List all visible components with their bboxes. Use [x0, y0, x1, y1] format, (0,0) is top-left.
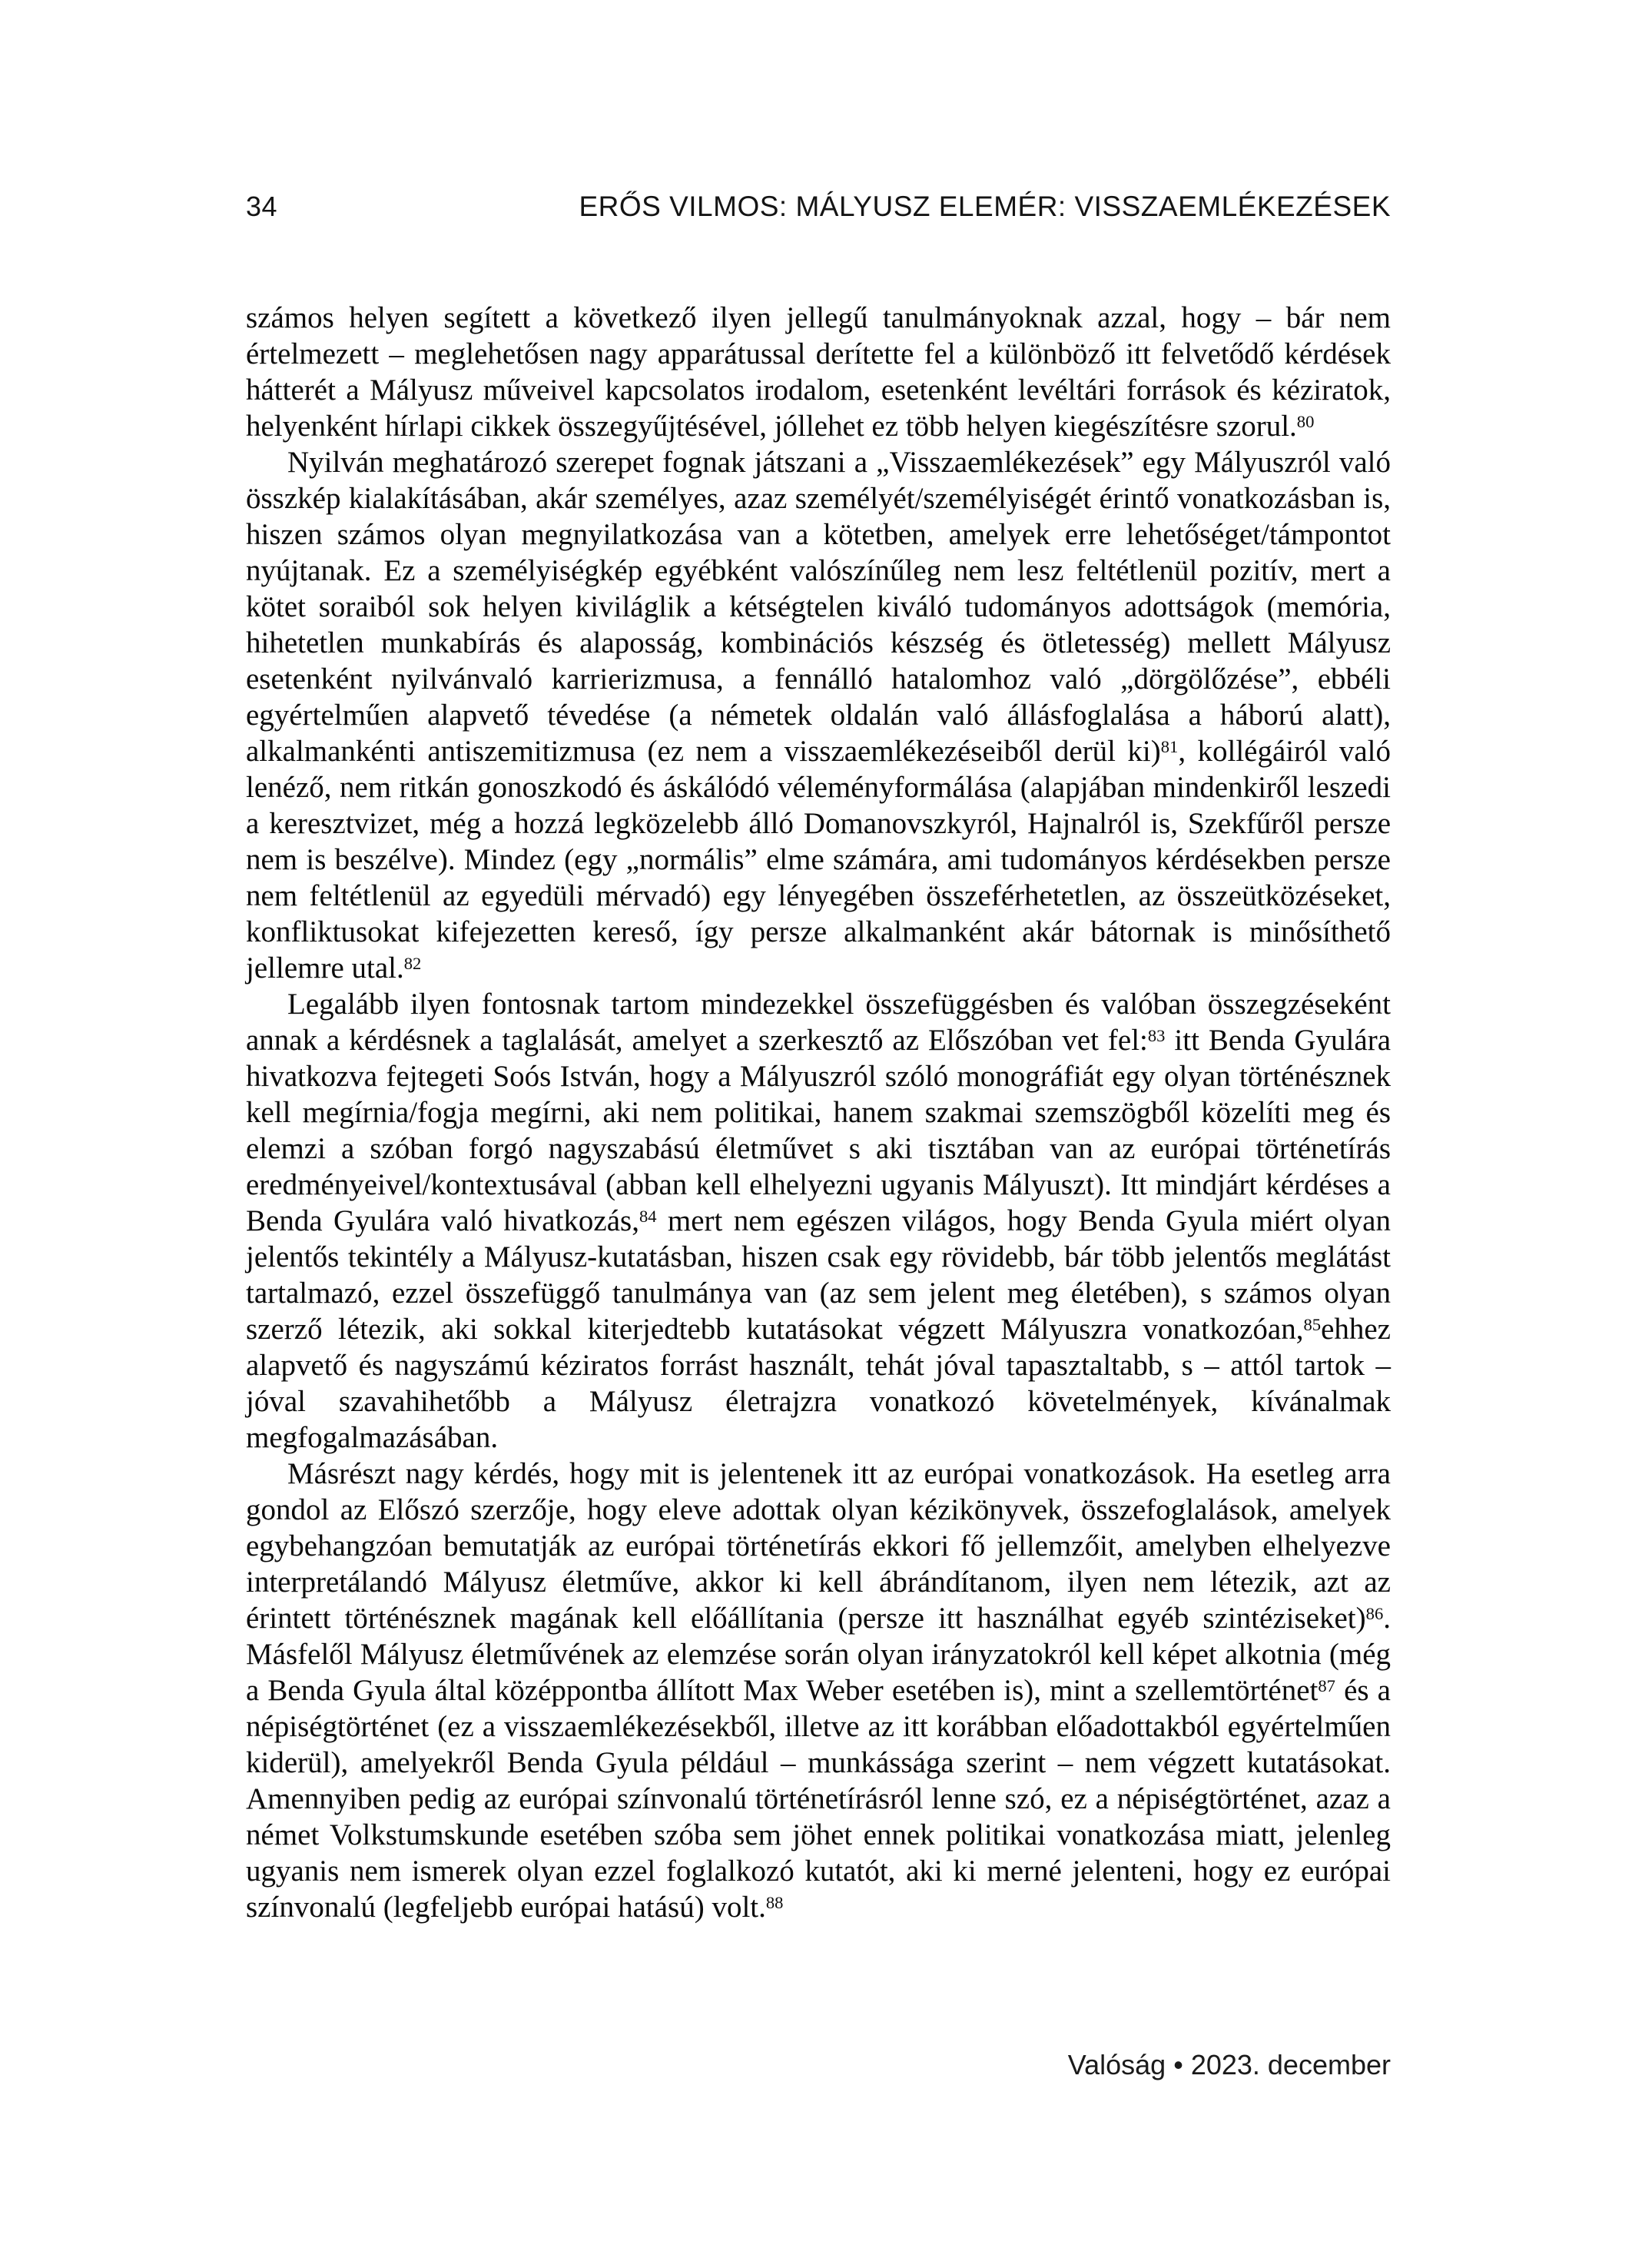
footnote-marker: 86: [1365, 1603, 1384, 1623]
page-header: [246, 191, 1391, 223]
running-head-title: ERŐS VILMOS: MÁLYUSZ ELEMÉR: VISSZAEMLÉKEZÉSEK: [579, 191, 1391, 222]
article-body: [246, 300, 1391, 1925]
journal-issue-label: Valóság • 2023. december: [1067, 2049, 1391, 2080]
paragraph-4: Másrészt nagy kérdés, hogy mit is jelentenek itt az európai vonatkozások. Ha esetleg arra gondol az Előszó szerzője, hogy eleve adottak olyan kézikönyvek, összefoglalások, amelyek egybehangzóan bemutatják az európai történetírás ekkori fő jellemzőit, amelyben elhelyezve interpretálandó Mályusz életműve, akkor ki kell ábrándítanom, ilyen nem létezik, azt az érintett történésznek magának kell előállítania (persze itt használhat egyéb szintéziseket)$^{86}$. Másfelől Mályusz életművének az elemzése során olyan irányzatokról kell képet alkotnia (még a Benda Gyula által középpontba állított Max Weber esetében is), mint a szellemtörténet$^{87}$ és a népiségtörténet (ez a visszaemlékezésekből, illetve az itt korábban előadottakból egyértelműen kiderül), amelyekről Benda Gyula például – munkássága szerint – nem végzett kutatásokat. Amennyiben pedig az európai színvonalú történetírásról lenne szó, ez a népiségtörténet, azaz a német Volkstumskunde esetében szóba sem jöhet ennek politikai vonatkozása miatt, jelenleg ugyanis nem ismerek olyan ezzel foglalkozó kutatót, aki ki merné jelenteni, hogy ez európai színvonalú (legfeljebb európai hatású) volt.$^{88}$: [246, 1457, 1391, 1924]
footnote-marker: 85: [1303, 1314, 1322, 1334]
paragraph-2: Nyilván meghatározó szerepet fognak játszani a „Visszaemlékezések” egy Mályuszról való összkép kialakításában, akár személyes, azaz személyét/személyiségét érintő vonatkozásban is, hiszen számos olyan megnyilatkozása van a kötetben, amelyek erre lehetőséget/támpontot nyújtanak. Ez a személyiségkép egyébként valószínűleg nem lesz feltétlenül pozitív, mert a kötet soraiból sok helyen kiviláglik a kétségtelen kiváló tudományos adottságok (memória, hihetetlen munkabírás és alaposság, kombinációs készség és ötletesség) mellett Mályusz esetenként nyilvánvaló karrierizmusa, a fennálló hatalomhoz való „dörgölőzése”, ebbéli egyértelműen alapvető tévedése (a németek oldalán való állásfoglalása a háború alatt), alkalmankénti antiszemitizmusa (ez nem a visszaemlékezéseiből derül ki)$^{81}$, kollégáiról való lenéző, nem ritkán gonoszkodó és áskálódó véleményformálása (alapjában mindenkiről leszedi a keresztvizet, még a hozzá legközelebb álló Domanovszkyról, Hajnalról is, Szekfűről persze nem is beszélve). Mindez (egy „normális” elme számára, ami tudományos kérdésekben persze nem feltétlenül az egyedüli mérvadó) egy lényegében összeférhetetlen, az összeütközéseket, konfliktusokat kifejezetten kereső, így persze alkalmanként akár bátornak is minősíthető jellemre utal.$^{82}$: [246, 446, 1391, 985]
footnote-marker: 80: [1296, 411, 1315, 431]
paragraph-1: számos helyen segített a következő ilyen jellegű tanulmányoknak azzal, hogy – bár nem értelmezett – meglehetősen nagy apparátussal derítette fel a különböző itt felvetődő kérdések hátterét a Mályusz műveivel kapcsolatos irodalom, esetenként levéltári források és kéziratok, helyenként hírlapi cikkek összegyűjtésével, jóllehet ez több helyen kiegészítésre szorul.$^{80}$: [246, 301, 1391, 443]
footnote-marker: 84: [639, 1206, 657, 1226]
footnote-marker: 81: [1160, 736, 1179, 756]
footnote-marker: 87: [1318, 1675, 1335, 1695]
page-footer: [1068, 2049, 1391, 2081]
footnote-marker: 83: [1147, 1025, 1166, 1045]
footnote-marker: 88: [765, 1892, 784, 1912]
paragraph-3: Legalább ilyen fontosnak tartom mindezekkel összefüggésben és valóban összegzéseként annak a kérdésnek a taglalását, amelyet a szerkesztő az Előszóban vet fel:$^{83}$ itt Benda Gyulára hivatkozva fejtegeti Soós István, hogy a Mályuszról szóló monográfiát egy olyan történésznek kell megírnia/fogja megírni, aki nem politikai, hanem szakmai szemszögből közelíti meg és elemzi a szóban forgó nagyszabású életművet s aki tisztában van az európai történetírás eredményeivel/kontextusával (abban kell elhelyezni ugyanis Mályuszt). Itt mindjárt kérdéses a Benda Gyulára való hivatkozás,$^{84}$ mert nem egészen világos, hogy Benda Gyula miért olyan jelentős tekintély a Mályusz-kutatásban, hiszen csak egy rövidebb, bár több jelentős meglátást tartalmazó, ezzel összefüggő tanulmánya van (az sem jelent meg életében), s számos olyan szerző létezik, aki sokkal kiterjedtebb kutatásokat végzett Mályuszra vonatkozóan,$^{85}$ehhez alapvető és nagyszámú kéziratos forrást használt, tehát jóval tapasztaltabb, s – attól tartok – jóval szavahihetőbb a Mályusz életrajzra vonatkozó követelmények, kívánalmak megfogalmazásában.: [246, 988, 1392, 1454]
footnote-marker: 82: [403, 953, 422, 973]
page-number: 34: [246, 191, 278, 222]
